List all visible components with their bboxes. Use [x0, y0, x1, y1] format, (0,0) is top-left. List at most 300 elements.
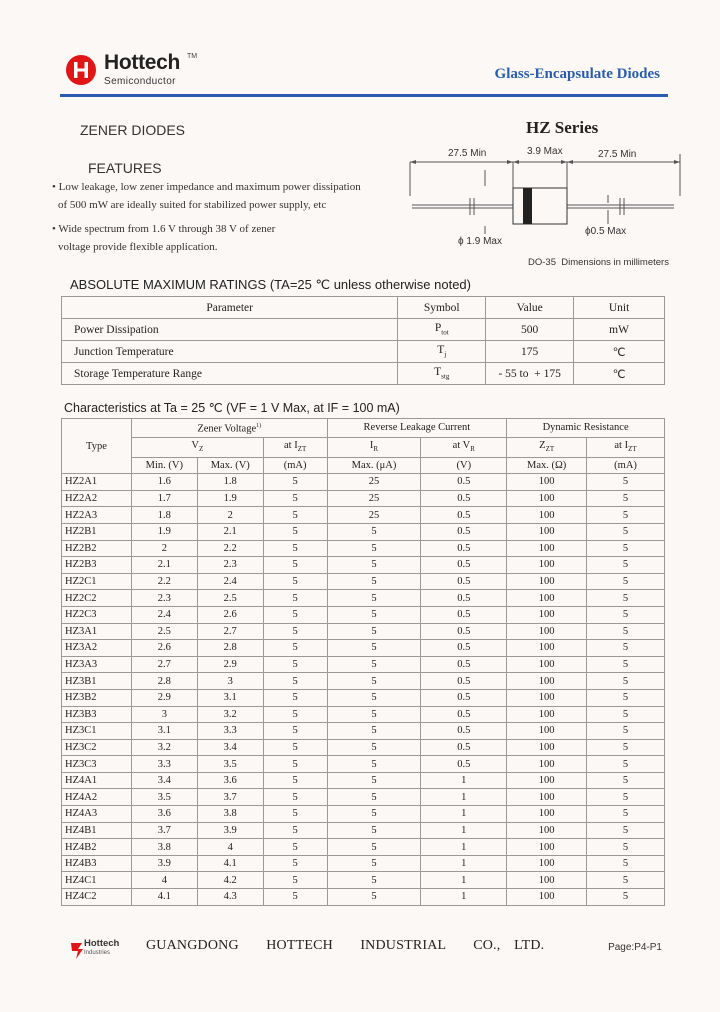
value-cell: 5: [587, 889, 665, 906]
zzt-sub: ZT: [545, 444, 555, 453]
value-cell: 3: [131, 706, 197, 723]
value-cell: 2: [197, 507, 263, 524]
value-cell: 100: [507, 590, 587, 607]
table-row: [62, 640, 665, 657]
value-cell: 1: [421, 855, 507, 872]
type-cell: HZ3A2: [62, 640, 132, 657]
value-cell: 5: [263, 656, 327, 673]
value-cell: 3.3: [197, 723, 263, 740]
value-cell: 5: [327, 756, 421, 773]
value-cell: 100: [507, 822, 587, 839]
value-cell: 1: [421, 822, 507, 839]
value-cell: 5: [327, 606, 421, 623]
value-cell: 4: [197, 839, 263, 856]
value-cell: 5: [327, 706, 421, 723]
table-row: [62, 540, 665, 557]
table-row: [62, 474, 665, 491]
feature-item-2: • Wide spectrum from 1.6 V through 38 V of zener voltage provide flexible application.: [52, 220, 275, 256]
symbol-sub: j: [444, 350, 447, 359]
value-cell: 2.8: [197, 640, 263, 657]
value-cell: 0.5: [421, 689, 507, 706]
value-cell: 100: [507, 889, 587, 906]
value-cell: 100: [507, 474, 587, 491]
value-cell: 2.1: [197, 523, 263, 540]
value-cell: 5: [263, 689, 327, 706]
value-cell: 5: [587, 855, 665, 872]
value-cell: 100: [507, 623, 587, 640]
at-izt2-label: at I: [614, 439, 629, 451]
value-cell: 5: [327, 723, 421, 740]
value-cell: 5: [263, 822, 327, 839]
value-cell: 2.1: [131, 557, 197, 574]
value-cell: 4: [131, 872, 197, 889]
value-cell: 5: [327, 839, 421, 856]
type-header: Type: [62, 419, 132, 474]
feature-1-line1: Low leakage, low zener impedance and maximum power dissipation: [58, 181, 361, 193]
table-row: [62, 822, 665, 839]
value-cell: 5: [263, 756, 327, 773]
value-cell: 3.3: [131, 756, 197, 773]
value-cell: 3.6: [131, 806, 197, 823]
table-row: [62, 739, 665, 756]
value-cell: 0.5: [421, 474, 507, 491]
table-row: [62, 806, 665, 823]
value-cell: 5: [263, 523, 327, 540]
footer-company-name: GUANGDONG HOTTECH INDUSTRIAL CO., LTD.: [146, 938, 545, 953]
value-cell: 100: [507, 739, 587, 756]
value-cell: 5: [327, 573, 421, 590]
col-header: Value: [486, 297, 574, 319]
unit-header: (V): [421, 457, 507, 474]
lead-diameter: ϕ0.5 Max: [585, 226, 627, 237]
footer-logo-sub: Industries: [84, 950, 111, 956]
table-row: [62, 623, 665, 640]
value-cell: 2.6: [197, 606, 263, 623]
value-cell: 3: [197, 673, 263, 690]
value-cell: 0.5: [421, 673, 507, 690]
value-cell: 5: [587, 756, 665, 773]
company-logo-name: Hottech: [104, 51, 181, 74]
type-cell: HZ2A3: [62, 507, 132, 524]
value-cell: 2.2: [197, 540, 263, 557]
value-cell: 100: [507, 756, 587, 773]
value-cell: 5: [263, 839, 327, 856]
value-cell: 1: [421, 789, 507, 806]
value-cell: 0.5: [421, 723, 507, 740]
characteristics-body: [62, 474, 665, 905]
value-cell: 3.8: [197, 806, 263, 823]
value-cell: 0.5: [421, 623, 507, 640]
table-row: [62, 341, 665, 363]
table-row: [62, 319, 665, 341]
zzt-header: [507, 437, 587, 457]
table-row: [62, 723, 665, 740]
value-cell: 3.7: [197, 789, 263, 806]
value-cell: 2.9: [131, 689, 197, 706]
hottech-logo-icon: [66, 55, 96, 85]
value-cell: 5: [327, 772, 421, 789]
at-izt-header: [263, 437, 327, 457]
value-cell: 5: [327, 689, 421, 706]
value-cell: 0.5: [421, 507, 507, 524]
value-cell: 5: [327, 889, 421, 906]
table-row: [62, 490, 665, 507]
value-cell: 5: [587, 540, 665, 557]
type-cell: HZ2B3: [62, 557, 132, 574]
value-cell: 0.5: [421, 573, 507, 590]
body-length: 3.9 Max: [527, 146, 563, 157]
value-cell: 5: [327, 673, 421, 690]
product-category: Glass-Encapsulate Diodes: [494, 66, 660, 82]
value-cell: 100: [507, 839, 587, 856]
value-cell: 2.7: [197, 623, 263, 640]
ir-label: I: [369, 439, 374, 451]
type-cell: HZ3B1: [62, 673, 132, 690]
table-row: [62, 689, 665, 706]
table-row: [62, 789, 665, 806]
value-cell: 5: [263, 872, 327, 889]
value-cell: 2.5: [131, 623, 197, 640]
value-cell: 5: [263, 474, 327, 491]
value-cell: 1.7: [131, 490, 197, 507]
value-cell: 100: [507, 606, 587, 623]
value-cell: 2: [131, 540, 197, 557]
feature-2-line2: voltage provide flexible application.: [58, 241, 218, 253]
value-cell: 3.1: [131, 723, 197, 740]
value-cell: 500: [486, 319, 574, 341]
units-row: [62, 457, 665, 474]
value-cell: 5: [263, 623, 327, 640]
value-cell: 100: [507, 507, 587, 524]
header-row-1: [62, 419, 665, 438]
type-cell: HZ2A2: [62, 490, 132, 507]
characteristics-table: [61, 418, 665, 906]
table-row: [62, 590, 665, 607]
abs-max-header-row: [62, 297, 665, 319]
value-cell: 4.2: [197, 872, 263, 889]
type-cell: HZ4C2: [62, 889, 132, 906]
table-row: [62, 889, 665, 906]
value-cell: 175: [486, 341, 574, 363]
value-cell: 2.3: [197, 557, 263, 574]
page-title: ZENER DIODES: [80, 122, 186, 138]
do35-package-drawing: [400, 140, 690, 260]
table-row: [62, 523, 665, 540]
zener-header-label: Zener Voltage: [197, 423, 257, 435]
table-row: [62, 573, 665, 590]
header-row-2: [62, 437, 665, 457]
value-cell: 0.5: [421, 640, 507, 657]
at-vr-header: [421, 437, 507, 457]
cathode-band: [523, 188, 532, 224]
value-cell: 5: [263, 673, 327, 690]
type-cell: HZ4A3: [62, 806, 132, 823]
value-cell: 2.5: [197, 590, 263, 607]
value-cell: 5: [327, 640, 421, 657]
value-cell: 1: [421, 889, 507, 906]
value-cell: 5: [327, 656, 421, 673]
page-number: Page:P4-P1: [608, 942, 662, 953]
value-cell: 5: [263, 806, 327, 823]
body-diameter-value: 1.9 Max: [466, 236, 502, 247]
at-izt2-sub: ZT: [628, 444, 637, 453]
value-cell: 3.2: [131, 739, 197, 756]
value-cell: 3.1: [197, 689, 263, 706]
value-cell: 100: [507, 772, 587, 789]
footer-logo-name: Hottech: [84, 938, 120, 949]
value-cell: 100: [507, 490, 587, 507]
value-cell: 4.3: [197, 889, 263, 906]
series-title: HZ Series: [526, 118, 599, 137]
at-vr-label: at V: [452, 439, 471, 451]
value-cell: 100: [507, 872, 587, 889]
value-cell: 5: [327, 623, 421, 640]
value-cell: 5: [263, 640, 327, 657]
value-cell: 1.9: [131, 523, 197, 540]
type-cell: HZ3C2: [62, 739, 132, 756]
value-cell: 5: [263, 789, 327, 806]
value-cell: 3.5: [197, 756, 263, 773]
unit-cell: ℃: [574, 341, 665, 363]
value-cell: 5: [327, 855, 421, 872]
reverse-header: Reverse Leakage Current: [327, 419, 507, 438]
type-cell: HZ3B3: [62, 706, 132, 723]
ir-header: [327, 437, 421, 457]
table-row: [62, 673, 665, 690]
value-cell: 0.5: [421, 490, 507, 507]
value-cell: 5: [327, 739, 421, 756]
feature-item-1: • Low leakage, low zener impedance and maximum power dissipation of 500 mW are ideally suited for stabilized power supply, etc: [52, 178, 361, 214]
zener-footnote: 1): [256, 423, 262, 429]
unit-header: (mA): [587, 457, 665, 474]
value-cell: 1.6: [131, 474, 197, 491]
table-row: [62, 839, 665, 856]
type-cell: HZ4C1: [62, 872, 132, 889]
symbol-sub: tot: [441, 328, 449, 337]
lead-length-right: 27.5 Min: [598, 149, 637, 160]
lead-length-left: 27.5 Min: [448, 148, 487, 159]
table-row: [62, 706, 665, 723]
value-cell: 0.5: [421, 523, 507, 540]
value-cell: 100: [507, 723, 587, 740]
abs-max-title: ABSOLUTE MAXIMUM RATINGS (TA=25 ℃ unless otherwise noted): [70, 277, 471, 292]
value-cell: 1.8: [197, 474, 263, 491]
value-cell: 100: [507, 789, 587, 806]
value-cell: 2.4: [197, 573, 263, 590]
value-cell: 100: [507, 640, 587, 657]
value-cell: 0.5: [421, 706, 507, 723]
vz-sub: Z: [198, 444, 204, 453]
symbol-main: T: [437, 344, 445, 357]
value-cell: 5: [263, 855, 327, 872]
table-row: [62, 772, 665, 789]
value-cell: 5: [587, 557, 665, 574]
value-cell: 5: [263, 590, 327, 607]
company-logo-subtitle: Semiconductor: [104, 76, 176, 87]
value-cell: 5: [587, 474, 665, 491]
value-cell: 100: [507, 523, 587, 540]
type-cell: HZ2B2: [62, 540, 132, 557]
table-row: [62, 855, 665, 872]
value-cell: 5: [263, 706, 327, 723]
unit-header: Max. (μA): [327, 457, 421, 474]
value-cell: 5: [587, 772, 665, 789]
value-cell: 1: [421, 872, 507, 889]
value-cell: 5: [587, 839, 665, 856]
type-cell: HZ2C3: [62, 606, 132, 623]
value-cell: 3.2: [197, 706, 263, 723]
at-vr-sub: R: [470, 444, 475, 453]
at-izt2-header: [587, 437, 665, 457]
value-cell: 1: [421, 806, 507, 823]
unit-header: (mA): [263, 457, 327, 474]
param-cell: Junction Temperature: [62, 341, 398, 363]
type-cell: HZ3A1: [62, 623, 132, 640]
value-cell: 5: [327, 590, 421, 607]
value-cell: 100: [507, 656, 587, 673]
zener-header: [131, 419, 327, 438]
value-cell: 5: [263, 606, 327, 623]
trademark-mark: TM: [187, 53, 198, 60]
value-cell: 0.5: [421, 606, 507, 623]
value-cell: 5: [587, 806, 665, 823]
value-cell: 5: [327, 789, 421, 806]
vz-header: [131, 437, 263, 457]
value-cell: 5: [327, 523, 421, 540]
value-cell: 0.5: [421, 739, 507, 756]
vz-label: V: [191, 439, 199, 451]
value-cell: 5: [587, 623, 665, 640]
type-cell: HZ2A1: [62, 474, 132, 491]
value-cell: 5: [263, 889, 327, 906]
value-cell: 5: [587, 523, 665, 540]
value-cell: 5: [587, 822, 665, 839]
value-cell: 5: [587, 706, 665, 723]
value-cell: 0.5: [421, 756, 507, 773]
value-cell: 5: [263, 772, 327, 789]
features-heading: FEATURES: [88, 160, 162, 176]
abs-max-table: [61, 296, 665, 385]
value-cell: 0.5: [421, 557, 507, 574]
value-cell: 5: [263, 507, 327, 524]
unit-header: Min. (V): [131, 457, 197, 474]
unit-header: Max. (V): [197, 457, 263, 474]
symbol-cell: [398, 319, 486, 341]
unit-cell: ℃: [574, 363, 665, 385]
at-izt-sub: ZT: [297, 444, 307, 453]
type-cell: HZ3A3: [62, 656, 132, 673]
type-cell: HZ4A2: [62, 789, 132, 806]
value-cell: 1: [421, 772, 507, 789]
table-row: [62, 656, 665, 673]
type-cell: HZ4A1: [62, 772, 132, 789]
value-cell: 100: [507, 689, 587, 706]
value-cell: 5: [263, 573, 327, 590]
value-cell: 100: [507, 806, 587, 823]
value-cell: 5: [587, 739, 665, 756]
table-row: [62, 363, 665, 385]
type-cell: HZ4B2: [62, 839, 132, 856]
table-row: [62, 756, 665, 773]
value-cell: 3.4: [197, 739, 263, 756]
unit-header: Max. (Ω): [507, 457, 587, 474]
value-cell: 5: [263, 739, 327, 756]
value-cell: 100: [507, 557, 587, 574]
value-cell: 2.4: [131, 606, 197, 623]
table-row: [62, 507, 665, 524]
value-cell: 5: [587, 689, 665, 706]
value-cell: 5: [327, 822, 421, 839]
value-cell: 100: [507, 540, 587, 557]
package-caption: DO-35 Dimensions in millimeters: [528, 257, 669, 268]
symbol-sub: stg: [441, 372, 450, 381]
value-cell: 2.7: [131, 656, 197, 673]
value-cell: 5: [587, 640, 665, 657]
value-cell: 4.1: [131, 889, 197, 906]
value-cell: 5: [587, 590, 665, 607]
value-cell: 2.6: [131, 640, 197, 657]
header-rule: [60, 94, 668, 97]
value-cell: 25: [327, 490, 421, 507]
feature-1-line2: of 500 mW are ideally suited for stabilized power supply, etc: [58, 199, 327, 211]
value-cell: 100: [507, 706, 587, 723]
type-cell: HZ2B1: [62, 523, 132, 540]
value-cell: 5: [587, 673, 665, 690]
value-cell: 5: [263, 490, 327, 507]
type-cell: HZ3B2: [62, 689, 132, 706]
symbol-main: T: [434, 366, 442, 379]
symbol-cell: [398, 363, 486, 385]
value-cell: 5: [327, 872, 421, 889]
value-cell: 5: [587, 490, 665, 507]
value-cell: 3.9: [131, 855, 197, 872]
col-header: Symbol: [398, 297, 486, 319]
symbol-main: P: [434, 322, 442, 335]
zzt-label: Z: [539, 439, 546, 451]
type-cell: HZ2C1: [62, 573, 132, 590]
body-diameter: ϕ 1.9 Max: [458, 236, 502, 247]
value-cell: 2.8: [131, 673, 197, 690]
value-cell: 5: [587, 656, 665, 673]
value-cell: - 55 to + 175: [486, 363, 574, 385]
value-cell: 5: [327, 540, 421, 557]
value-cell: 0.5: [421, 590, 507, 607]
value-cell: 5: [587, 872, 665, 889]
param-cell: Storage Temperature Range: [62, 363, 398, 385]
value-cell: 3.8: [131, 839, 197, 856]
col-header: Unit: [574, 297, 665, 319]
value-cell: 5: [587, 507, 665, 524]
value-cell: 0.5: [421, 540, 507, 557]
value-cell: 25: [327, 507, 421, 524]
value-cell: 5: [263, 723, 327, 740]
type-cell: HZ2C2: [62, 590, 132, 607]
value-cell: 2.9: [197, 656, 263, 673]
value-cell: 5: [327, 557, 421, 574]
type-cell: HZ4B1: [62, 822, 132, 839]
dynamic-header: Dynamic Resistance: [507, 419, 665, 438]
value-cell: 1: [421, 839, 507, 856]
value-cell: 1.9: [197, 490, 263, 507]
type-cell: HZ3C3: [62, 756, 132, 773]
unit-cell: mW: [574, 319, 665, 341]
table-row: [62, 872, 665, 889]
value-cell: 5: [587, 573, 665, 590]
type-cell: HZ3C1: [62, 723, 132, 740]
type-cell: HZ4B3: [62, 855, 132, 872]
value-cell: 100: [507, 855, 587, 872]
value-cell: 5: [263, 540, 327, 557]
